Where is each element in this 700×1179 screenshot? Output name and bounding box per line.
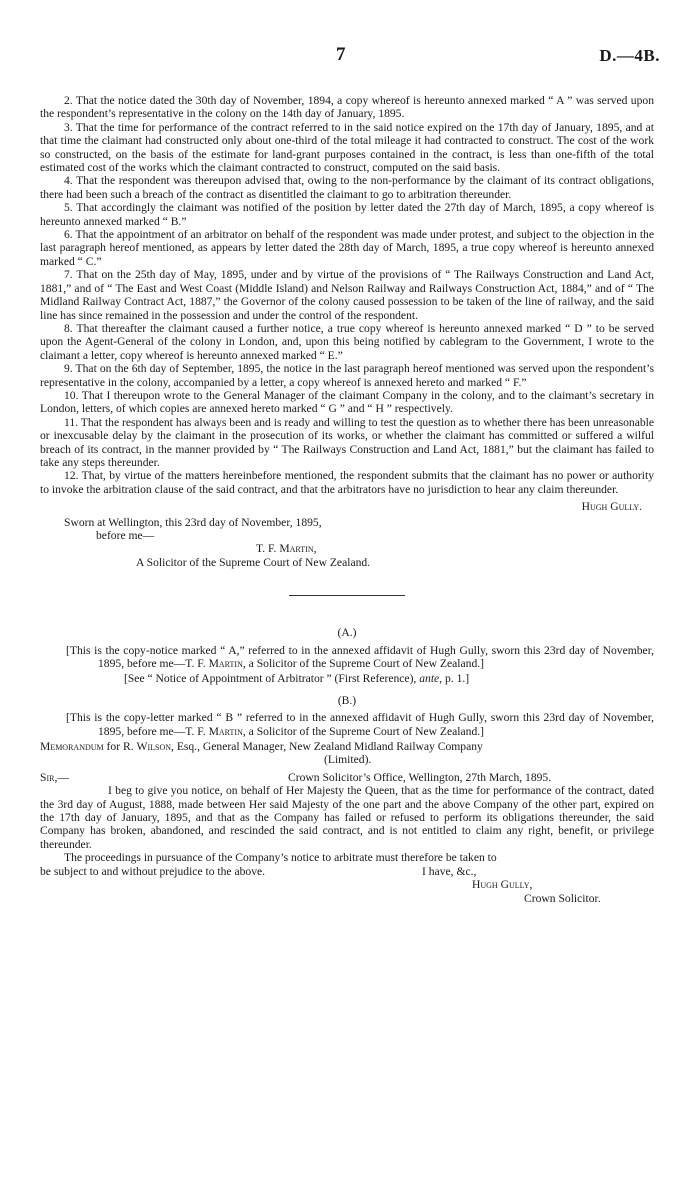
jurat-line-3: T. F. Martin, <box>256 542 317 556</box>
salutation: Sir,— <box>40 770 69 784</box>
paragraph-2: 2. That the notice dated the 30th day of November, 1894, a copy whereof is hereunto annexed marked “ A ” was served upon the respondent’s representative in the colony on the 14th day of January, 1895. <box>40 94 654 121</box>
annex-a-note-name: Martin <box>208 657 243 671</box>
paragraph-11: 11. That the respondent has always been and is ready and willing to test the question as to whether there has been unreasonable or inexcusable delay by the claimant in the prosecution of its works, or whether the claimant has committed or suffered a wilful breach of its contract, in the manner provided by “ The Railways Construction and Land Act, 1881,” but the claimant has failed to take any steps thereunder. <box>40 415 654 469</box>
letter-signer-title: Crown Solicitor. <box>524 891 601 905</box>
paragraph-8: 8. That thereafter the claimant caused a further notice, a true copy whereof is hereunto annexed marked “ D ” to be served upon the Agent-General of the colony in London, and, upon this being notified by cablegram to the Government, I wrote to the claimant a letter, copy whereof is hereunto annexed marked “ E.” <box>40 321 654 362</box>
paragraph-7: 7. That on the 25th day of May, 1895, under and by virtue of the provisions of “ The Railways Construction and Land Act, 1881,” and of “ The East and West Coast (Middle Island) and Nelson Railway and Railways Construction Act, 1884,” and of “ The Midland Railway Contract Act, 1887,” the Governor of the colony caused possession to be taken of the line of railway, and the said line has since remained in the possession and under the control of the respondent. <box>40 268 654 322</box>
letter-body-2: The proceedings in pursuance of the Company’s notice to arbitrate must therefore be taken to <box>64 851 497 865</box>
paragraph-9: 9. That on the 6th day of September, 1895, the notice in the last paragraph hereof mentioned was served upon the respondent’s representative in the colony, accompanied by a letter, a copy whereof is annexed hereto and marked “ F.” <box>40 362 654 389</box>
annex-b-note-name: Martin <box>208 724 243 738</box>
memorandum-rest: , Esq., General Manager, New Zealand Midland Railway Company <box>171 740 483 754</box>
jurat-line-4: A Solicitor of the Supreme Court of New Zealand. <box>136 555 371 569</box>
page-header <box>0 44 700 72</box>
paragraph-12: 12. That, by virtue of the matters hereinbefore mentioned, the respondent submits that the claimant has no power or authority to invoke the arbitration clause of the said contract, and that the arbitrators have no jurisdiction to hear any claim thereunder. <box>40 469 654 496</box>
annex-b-note-text: [This is the copy-letter marked “ B ” referred to in the annexed affidavit of Hugh Gully, sworn this 23rd day of November, 1895, before me—T. F. <box>66 711 654 738</box>
document-body <box>40 94 654 905</box>
annex-a-note <box>66 644 654 671</box>
letter-body-1: I beg to give you notice, on behalf of Her Majesty the Queen, that as the time for performance of the contract, dated the 3rd day of August, 1888, made between Her said Majesty of the one part and the above Company of the other part, expired on the 17th day of January, 1895, and that as the Company has failed or refused to perform its obligations thereunder, the said Company has broken, abandoned, and rescinded the said contract, and is not entitled to claim any right, benefit, or privilege thereunder. <box>40 784 654 851</box>
letter-signer: Hugh Gully, <box>472 878 533 892</box>
paragraph-6: 6. That the appointment of an arbitrator on behalf of the respondent was made under protest, and subject to the objection in the last paragraph hereof mentioned, as appears by letter dated the 28th day of March, 1895, a true copy whereof is hereunto annexed marked “ C.” <box>40 228 654 268</box>
paragraph-10: 10. That I thereupon wrote to the General Manager of the claimant Company in the colony, and to the claimant’s secretary in London, letters, of which copies are annexed hereto marked “ G ” and “ H ” respectively. <box>40 388 654 416</box>
memorandum-line <box>40 740 654 753</box>
memorandum-word: Memorandum <box>40 740 104 754</box>
closing-phrase: I have, &c., <box>422 864 477 878</box>
letter-body-2-end: be subject to and without prejudice to the above. <box>40 864 266 878</box>
paragraph-4: 4. That the respondent was thereupon advised that, owing to the non-performance by the claimant of its contract obligations, there had been such a breach of the contract as disentitled the claimant to go to arbitration thereunder. <box>40 174 654 201</box>
affidavit-signature: Hugh Gully. <box>581 500 642 514</box>
annex-b-note-tail: , a Solicitor of the Supreme Court of New Zealand.] <box>242 724 485 738</box>
memorandum-name: Wilson <box>136 740 172 754</box>
document-reference: D.—4B. <box>599 46 660 65</box>
see-tail: , p. 1.] <box>439 672 470 686</box>
memorandum-limited: (Limited). <box>324 753 372 767</box>
see-ante: ante <box>419 672 440 686</box>
annex-b-label: (B.) <box>337 693 357 707</box>
annex-a-label: (A.) <box>337 626 357 640</box>
annex-a-note-text: [This is the copy-notice marked “ A,” referred to in the annexed affidavit of Hugh Gully, sworn this 23rd day of November, 1895, before me—T. F. <box>66 643 654 671</box>
memorandum-heading <box>40 740 654 767</box>
paragraph-5: 5. That accordingly the claimant was notified of the position by letter dated the 27th day of March, 1895, a copy whereof is hereunto annexed marked “ B.” <box>40 201 654 228</box>
paragraph-3: 3. That the time for performance of the contract referred to in the said notice expired on the 17th day of January, 1895, and at that time the claimant had constructed only about one-third of the total mileage it had contracted to construct. The cost of the work so constructed, on the basis of the estimate for land-grant purposes contained in the contract, is less than one-fifth of the total estimated cost of the works which the claimant contracted to construct, computed on the said basis. <box>40 120 654 175</box>
jurat-line-1: Sworn at Wellington, this 23rd day of November, 1895, <box>64 515 322 529</box>
salutation-row <box>40 771 654 784</box>
annex-b-note <box>66 711 654 738</box>
section-divider <box>289 595 405 596</box>
annex-a-note-tail: , a Solicitor of the Supreme Court of New Zealand.] <box>242 657 485 671</box>
annex-a-see-reference <box>40 672 654 685</box>
office-date: Crown Solicitor’s Office, Wellington, 27th March, 1895. <box>288 770 552 784</box>
memorandum-for: for R. <box>103 740 137 754</box>
jurat-line-2: before me— <box>96 529 155 542</box>
jurat <box>40 516 654 570</box>
closing-row <box>40 865 654 878</box>
page-number: 7 <box>336 44 346 65</box>
see-text: [See “ Notice of Appointment of Arbitrator ” (First Reference), <box>124 672 420 686</box>
